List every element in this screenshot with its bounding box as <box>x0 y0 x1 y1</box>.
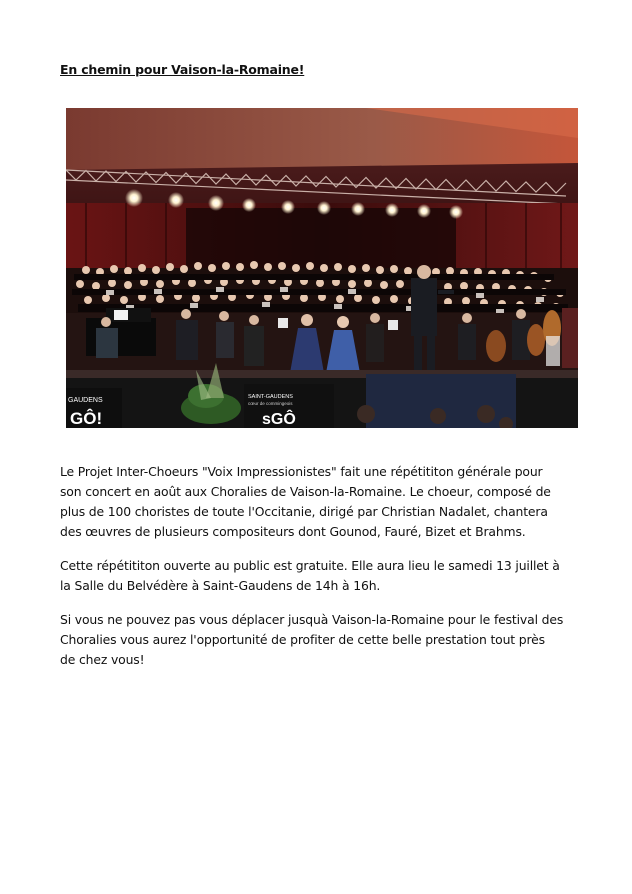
text-line: de chez vous! <box>60 652 145 667</box>
text-line: des œuvres de plusieurs compositeurs dont Gounod, Fauré, Bizet et Brahms. <box>60 524 526 539</box>
text-line: Cette répétititon ouverte au public est gratuite. Elle aura lieu le samedi 13 juillet à <box>60 558 560 573</box>
banner-center-mark: sGÔ <box>262 411 296 428</box>
banner-center-line2: cœur de commingeois <box>248 401 293 406</box>
text-line: Si vous ne pouvez pas vous déplacer jusquà Vaison-la-Romaine pour le festival des <box>60 612 564 627</box>
text-line: la Salle du Belvédère à Saint-Gaudens de 14h à 16h. <box>60 578 381 593</box>
text-line: plus de 100 choristes de toute l'Occitanie, dirigé par Christian Nadalet, chantera <box>60 504 548 519</box>
text-line: Choralies vous aurez l'opportunité de profiter de cette belle prestation tout près <box>60 632 545 647</box>
paragraph-2 <box>60 556 580 596</box>
choir-concert-photo <box>66 108 578 428</box>
paragraph-1 <box>60 462 580 542</box>
document-title: En chemin pour Vaison-la-Romaine! <box>60 62 305 77</box>
paragraph-3 <box>60 610 580 670</box>
text-line: Le Projet Inter-Choeurs "Voix Impressionistes" fait une répétititon générale pour <box>60 464 543 479</box>
logo-left-text: GAUDENS <box>68 397 103 404</box>
logo-left-mark: GÔ! <box>70 409 103 428</box>
banner-center-line1: SAINT-GAUDENS <box>248 394 293 400</box>
article-body <box>60 462 580 684</box>
text-line: son concert en août aux Choralies de Vaison-la-Romaine. Le choeur, composé de <box>60 484 551 499</box>
